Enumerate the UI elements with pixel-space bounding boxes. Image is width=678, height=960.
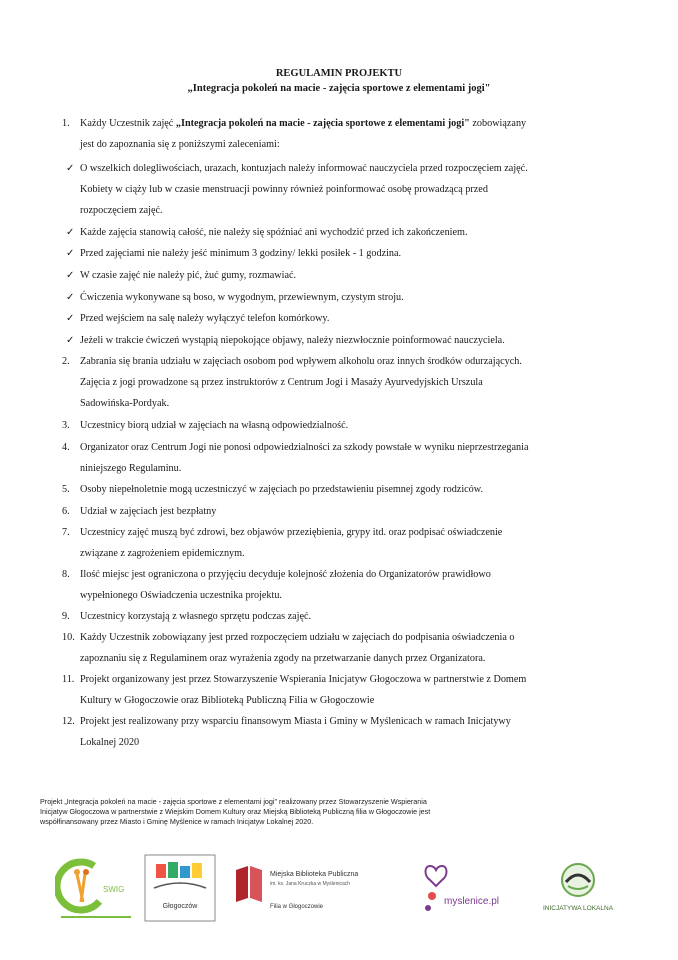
rule-item	[40, 351, 630, 414]
rule-line: Projekt jest realizowany przy wsparciu finansowym Miasta i Gminy w Myślenicach w ramach Inicjatywy	[80, 716, 511, 727]
rule-text	[80, 711, 630, 753]
rule-text	[80, 113, 630, 155]
rule-line: Przed wejściem na salę należy wyłączyć telefon komórkowy.	[80, 313, 330, 324]
rule-item	[40, 711, 630, 753]
rule-number: 2.	[62, 356, 70, 367]
rule-text	[80, 265, 630, 286]
rule-line: Zabrania się brania udziału w zajęciach osobom pod wpływem alkoholu oraz innych środków odurzających.	[80, 356, 522, 367]
rule-text	[80, 415, 630, 436]
rule-number: 1.	[62, 118, 70, 129]
rule-item	[40, 113, 630, 155]
rule-number: 8.	[62, 569, 70, 580]
check-icon: ✓	[66, 227, 75, 238]
rule-line: Osoby niepełnoletnie mogą uczestniczyć w zajęciach po przedstawieniu pisemnej zgody rodziców.	[80, 484, 484, 495]
rule-line: Ilość miejsc jest ograniczona o przyjęciu decyduje kolejność złożenia do Organizatorów prawidłowo	[80, 569, 491, 580]
rule-item	[40, 606, 630, 627]
rule-number: 7.	[62, 527, 70, 538]
rule-number: 6.	[62, 506, 70, 517]
rule-item	[40, 222, 630, 243]
rule-line: Kobiety w ciąży lub w czasie menstruacji powinny również poinformować osobę prowadzącą przed	[80, 184, 488, 195]
rule-line: Udział w zajęciach jest bezpłatny	[80, 506, 217, 517]
rule-item	[40, 308, 630, 329]
rule-line: jest do zapoznania się z poniższymi zaleceniami:	[80, 139, 280, 150]
rule-number: 9.	[62, 611, 70, 622]
rule-text	[80, 479, 630, 500]
library-name: Miejska Biblioteka Publiczna	[270, 871, 359, 878]
rule-line: Uczestnicy korzystają z własnego sprzętu podczas zajęć.	[80, 611, 312, 622]
rule-number: 5.	[62, 484, 70, 495]
rule-item	[40, 287, 630, 308]
rule-line: Przed zajęciami nie należy jeść minimum 3 godziny/ lekki posiłek - 1 godzina.	[80, 248, 402, 259]
rule-line: związane z zagrożeniem epidemicznym.	[80, 548, 245, 559]
rule-text	[80, 437, 630, 479]
rule-line-part: zobowiązany	[469, 118, 527, 129]
rule-text	[80, 222, 630, 243]
inicjatywa-logo-text: INICJATYWA LOKALNA	[542, 905, 614, 912]
footer-note	[40, 797, 650, 827]
rule-item	[40, 522, 630, 564]
rule-text	[80, 330, 630, 351]
rule-item	[40, 479, 630, 500]
rule-number: 10.	[62, 632, 75, 643]
partner-logos	[0, 850, 678, 930]
rule-line: Każde zajęcia stanowią całość, nie należy się spóźniać ani wychodzić przed ich zakończeniem.	[80, 227, 468, 238]
rule-text	[80, 308, 630, 329]
rule-text	[80, 669, 630, 711]
rule-number: 12.	[62, 716, 75, 727]
rule-item	[40, 330, 630, 351]
rule-line: Każdy Uczestnik zobowiązany jest przed rozpoczęciem udziału w zajęciach do podpisania oświadczenia o	[80, 632, 515, 643]
swig-logo-text: SWIG	[103, 885, 125, 894]
check-icon: ✓	[66, 313, 75, 324]
rule-item	[40, 437, 630, 479]
rule-text	[80, 627, 630, 669]
rule-line: Jeżeli w trakcie ćwiczeń wystąpią niepokojące objawy, należy niezwłocznie poinformować nauczyciela.	[80, 335, 505, 346]
rule-line: Ćwiczenia wykonywane są boso, w wygodnym, przewiewnym, czystym stroju.	[80, 292, 404, 303]
footer-line: współfinansowany przez Miasto i Gminę Myślenice w ramach Inicjatyw Lokalnej 2020.	[40, 817, 314, 826]
rule-text	[80, 564, 630, 606]
rule-text	[80, 351, 630, 414]
rule-item	[40, 627, 630, 669]
rule-item	[40, 501, 630, 522]
rule-line: niniejszego Regulaminu.	[80, 463, 182, 474]
check-icon: ✓	[66, 270, 75, 281]
dom-kultury-logo	[144, 854, 216, 922]
rule-line-part: Każdy Uczestnik zajęć	[80, 118, 176, 129]
rule-line: Sadowińska-Pordyak.	[80, 398, 170, 409]
rule-line: W czasie zajęć nie należy pić, żuć gumy, rozmawiać.	[80, 270, 297, 281]
rule-line: Zajęcia z jogi prowadzone są przez instruktorów z Centrum Jogi i Masaży Ayurvedyjskich Urszula	[80, 377, 483, 388]
rule-item	[40, 265, 630, 286]
rule-line: Organizator oraz Centrum Jogi nie ponosi odpowiedzialności za szkody powstałe w wyniku nieprzestrzegania	[80, 442, 529, 453]
rule-number: 11.	[62, 674, 75, 685]
inicjatywa-logo	[540, 860, 620, 922]
rule-line: zapoznaniu się z Regulaminem oraz wyrażenia zgody na przetwarzanie danych przez Organizatora.	[80, 653, 486, 664]
dom-kultury-logo-text: Głogoczów	[162, 903, 198, 910]
rule-text	[80, 522, 630, 564]
rule-number: 3.	[62, 420, 70, 431]
library-branch: Filia w Głogoczowie	[270, 904, 324, 910]
project-name-emphasis: „Integracja pokoleń na macie - zajęcia sportowe z elementami jogi"	[175, 118, 470, 129]
rule-line: Uczestnicy zajęć muszą być zdrowi, bez objawów przeziębienia, grypy itd. oraz podpisać oświadczenie	[80, 527, 503, 538]
rule-item	[40, 669, 630, 711]
check-icon: ✓	[66, 248, 75, 259]
rule-line: Uczestnicy biorą udział w zajęciach na własną odpowiedzialność.	[80, 420, 349, 431]
rule-line: wypełnionego Oświadczenia uczestnika projektu.	[80, 590, 282, 601]
myslenice-logo	[420, 858, 516, 920]
swig-logo	[55, 852, 135, 924]
rule-text	[80, 501, 630, 522]
footer-line: Projekt „Integracja pokoleń na macie - zajęcia sportowe z elementami jogi" realizowany przez Stowarzyszenie Wspierania	[40, 797, 427, 806]
rule-item	[40, 243, 630, 264]
check-icon: ✓	[66, 292, 75, 303]
rule-text	[80, 287, 630, 308]
rule-line: rozpoczęciem zajęć.	[80, 205, 163, 216]
rule-line: Kultury w Głogoczowie oraz Biblioteką Publiczną Filia w Głogoczowie	[80, 695, 375, 706]
rule-line: Projekt organizowany jest przez Stowarzyszenie Wspierania Inicjatyw Głogoczowa w partnerstwie z Domem	[80, 674, 527, 685]
library-patron: im. ks. Jana Kruczka w Myślenicach	[270, 881, 351, 887]
rule-item	[40, 564, 630, 606]
rule-line: Lokalnej 2020	[80, 737, 140, 748]
rule-text	[80, 606, 630, 627]
myslenice-logo-text: myslenice.pl	[444, 896, 500, 907]
check-icon: ✓	[66, 335, 75, 346]
check-icon: ✓	[66, 163, 75, 174]
library-logo	[234, 864, 410, 920]
rule-item	[40, 415, 630, 436]
rule-text	[80, 243, 630, 264]
document-title: REGULAMIN PROJEKTU	[275, 68, 403, 79]
rule-line: O wszelkich dolegliwościach, urazach, kontuzjach należy informować nauczyciela przed rozpoczęciem zajęć.	[80, 163, 528, 174]
rule-text	[80, 158, 630, 221]
footer-line: Inicjatyw Głogoczowa w partnerstwie z Wiejskim Domem Kultury oraz Miejską Biblioteką Publiczną filia w Głogoczowie jest	[40, 807, 431, 816]
rule-item	[40, 158, 630, 221]
rule-number: 4.	[62, 442, 70, 453]
rule-line	[80, 113, 630, 134]
project-subtitle: „Integracja pokoleń na macie - zajęcia sportowe z elementami jogi"	[187, 83, 491, 94]
